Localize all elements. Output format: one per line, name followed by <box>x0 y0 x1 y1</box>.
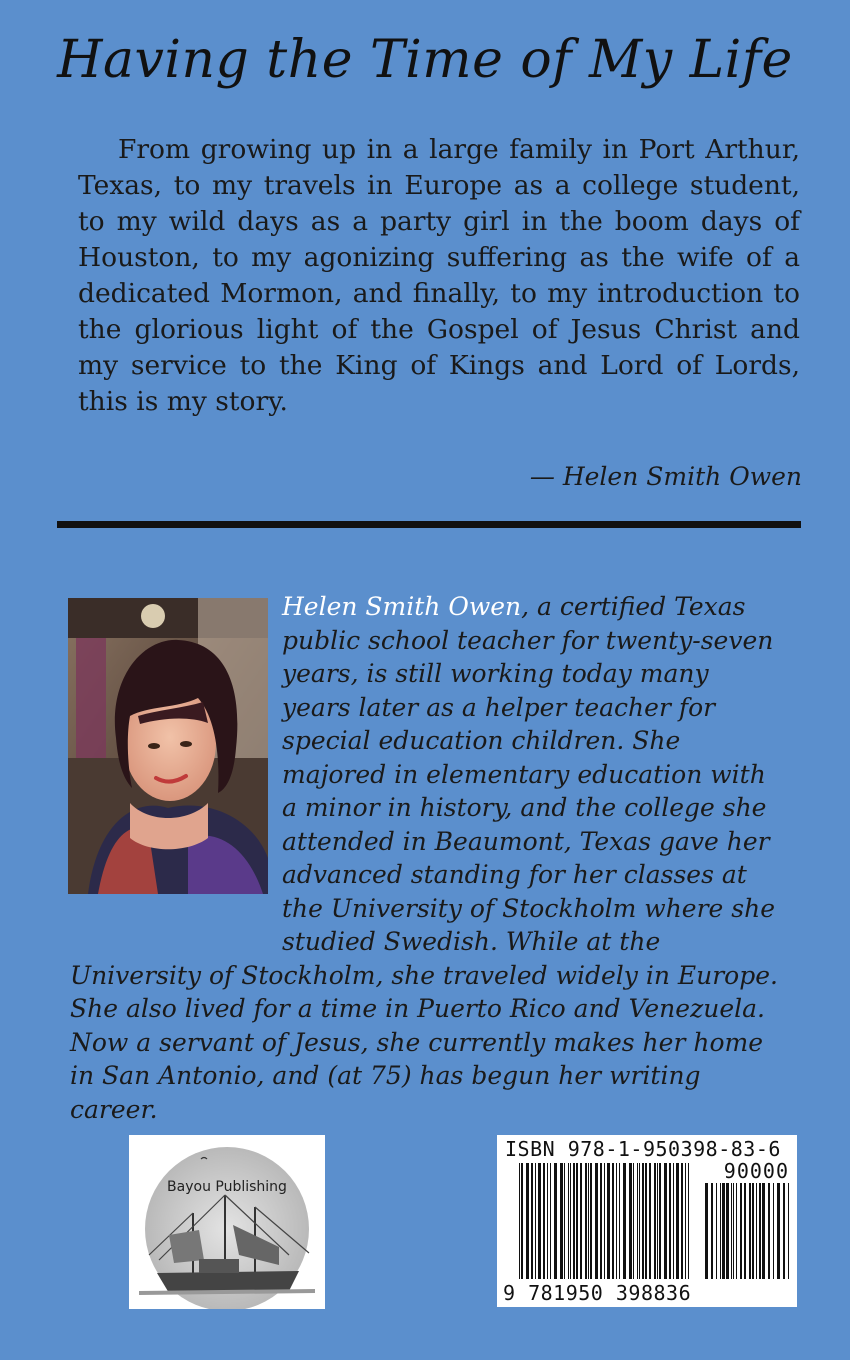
barcode-bar <box>777 1183 780 1279</box>
barcode-bar <box>688 1163 689 1279</box>
barcode-bar <box>564 1163 565 1279</box>
barcode-bar <box>759 1183 761 1279</box>
barcode-bar <box>669 1163 671 1279</box>
barcode-bar <box>550 1163 551 1279</box>
barcode-bar <box>740 1183 742 1279</box>
barcode-bar <box>590 1163 592 1279</box>
blurb-text: From growing up in a large family in Port Arthur, Texas, to my travels in Europe as a college student, to my wild days as a party girl in the boom days of Houston, to my agonizing suffering as the wife of a dedicated Mormon, and finally, to my introduction to the glorious light of the Gospel of Jesus Christ and my service to the King of Kings and Lord of Lords, this is my story. <box>78 134 800 417</box>
barcode-bar <box>588 1163 589 1279</box>
barcode-bar <box>639 1163 640 1279</box>
barcode-bar <box>645 1163 647 1279</box>
barcode-bar <box>580 1163 582 1279</box>
barcode-bar <box>726 1183 729 1279</box>
barcode-bar <box>519 1163 520 1279</box>
barcode-bar <box>595 1163 598 1279</box>
barcode-bar <box>749 1183 751 1279</box>
barcode-bar <box>720 1183 721 1279</box>
book-blurb <box>78 132 800 420</box>
barcode-bar <box>744 1183 746 1279</box>
barcode-bar <box>673 1163 674 1279</box>
barcode-bar <box>752 1183 754 1279</box>
barcode-bar <box>560 1163 563 1279</box>
barcode-bar <box>768 1183 770 1279</box>
barcode-bar <box>637 1163 638 1279</box>
barcode-bar <box>568 1163 569 1279</box>
barcode-bar <box>600 1163 602 1279</box>
barcode-bar <box>722 1183 725 1279</box>
barcode-bar <box>783 1183 785 1279</box>
barcode-bar <box>576 1163 578 1279</box>
blurb-attribution: — Helen Smith Owen <box>529 462 802 491</box>
barcode-bar <box>526 1163 529 1279</box>
book-title: Having the Time of My Life <box>57 30 793 90</box>
barcode-bar <box>788 1183 789 1279</box>
barcode-bar <box>773 1183 774 1279</box>
barcode-bar <box>664 1163 667 1279</box>
barcode-bar <box>585 1163 587 1279</box>
barcode-bar <box>705 1183 708 1279</box>
barcode-bar <box>649 1163 651 1279</box>
barcode-bar <box>573 1163 575 1279</box>
barcode-bar <box>736 1183 737 1279</box>
barcode-bar <box>554 1163 557 1279</box>
barcode-bar <box>685 1163 686 1279</box>
barcode-bar <box>629 1163 632 1279</box>
publisher-name: Bayou Publishing <box>167 1179 287 1195</box>
barcode-bar <box>531 1163 533 1279</box>
barcode-bar <box>716 1183 717 1279</box>
barcode-bar <box>623 1163 626 1279</box>
isbn-label: ISBN 978-1-950398-83-6 <box>505 1137 781 1161</box>
barcode-bar <box>657 1163 658 1279</box>
isbn-digits: 9 781950 398836 <box>503 1281 692 1305</box>
barcode-bar <box>676 1163 679 1279</box>
barcode-bar <box>733 1183 734 1279</box>
barcode-bar <box>711 1183 713 1279</box>
barcode-bar <box>731 1183 732 1279</box>
barcode-bar <box>654 1163 656 1279</box>
barcode-bar <box>547 1163 548 1279</box>
photo-spacer <box>70 590 282 926</box>
author-name: Helen Smith Owen <box>282 592 522 621</box>
section-divider <box>57 521 801 528</box>
barcode-bar <box>681 1163 683 1279</box>
barcode-bar <box>543 1163 545 1279</box>
barcode-bar <box>756 1183 757 1279</box>
barcode-bar <box>659 1163 661 1279</box>
price-code: 90000 <box>723 1159 789 1183</box>
author-bio-text: , a certified Texas public school teacher for twenty-seven years, is still working today many years later as a helper teacher for special education children. She majored in elementary education with a minor in history, and the college she attended in Beaumont, Texas gave her advanced standing for her classes at the University of Stockholm where she studied Swedish. While at the University of Stockholm, she traveled widely in Europe. She also lived for a time in Puerto Rico and Venezuela. Now a servant of Jesus, she currently makes her home in San Antonio, and (at 75) has begun her writing career. <box>70 592 778 1124</box>
barcode-bar <box>616 1163 617 1279</box>
barcode-bar <box>521 1163 523 1279</box>
author-bio <box>70 590 780 1126</box>
publisher-logo <box>129 1135 325 1309</box>
barcode-bar <box>612 1163 614 1279</box>
isbn-barcode <box>497 1135 797 1307</box>
barcode-bar <box>633 1163 634 1279</box>
barcode-bar <box>642 1163 644 1279</box>
barcode-bar <box>619 1163 620 1279</box>
barcode-bar <box>604 1163 605 1279</box>
barcode-bar <box>762 1183 765 1279</box>
barcode-bar <box>570 1163 571 1279</box>
barcode-bar <box>607 1163 610 1279</box>
barcode-bar <box>538 1163 541 1279</box>
barcode-bar <box>535 1163 536 1279</box>
